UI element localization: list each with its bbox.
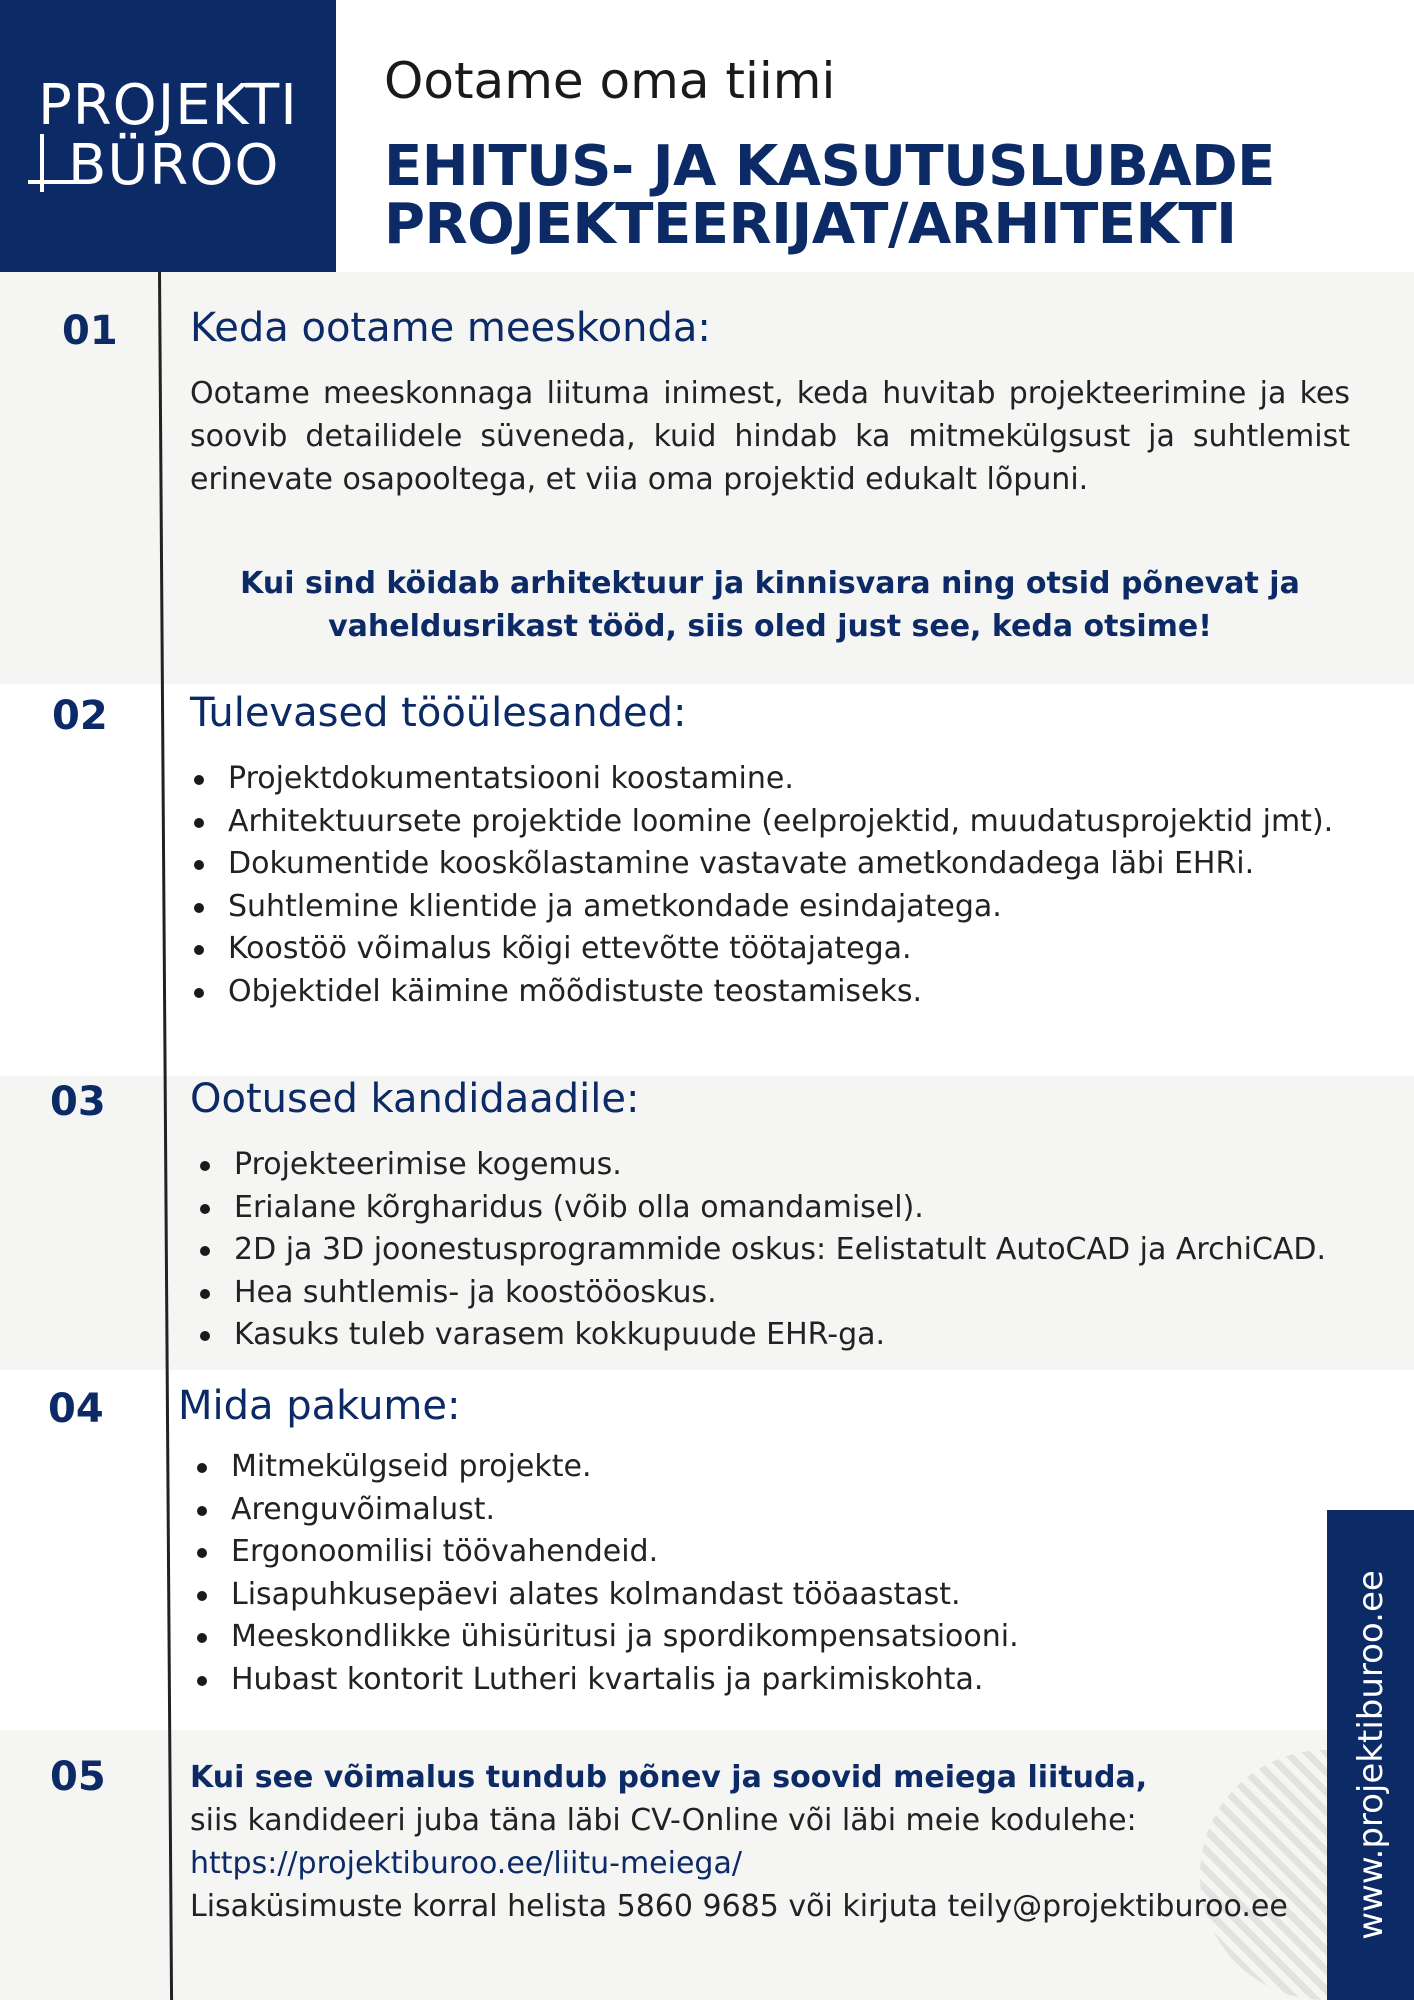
section-number-05: 05 [50,1754,106,1800]
list-item: Meeskondlikke ühisüritusi ja spordikompensatsiooni. [193,1616,1019,1659]
list-item: Koostöö võimalus kõigi ettevõtte töötajatega. [190,928,1333,971]
bullet-icon [197,1633,207,1643]
page-title-line1: EHITUS- JA KASUTUSLUBADE [384,134,1275,199]
list-item: Arhitektuursete projektide loomine (eelprojektid, muudatusprojektid jmt). [190,801,1333,844]
website-url[interactable]: www.projektiburoo.ee [1350,1570,1391,1940]
page-title-line2: PROJEKTEERIJAT/ARHITEKTI [384,192,1237,257]
section-02-list [190,758,1333,1013]
section-number-03: 03 [50,1079,106,1125]
contact-line2: siis kandideeri juba täna läbi CV-Online või läbi meie kodulehe: [190,1803,1137,1838]
list-item: Lisapuhkusepäevi alates kolmandast tööaastast. [193,1574,1019,1617]
section-04-list [193,1446,1019,1701]
list-item: Hubast kontorit Lutheri kvartalis ja parkimiskohta. [193,1659,1019,1702]
website-side-text-wrap [1327,1510,1414,2000]
list-item: Projektdokumentatsiooni koostamine. [190,758,1333,801]
list-item: Mitmekülgseid projekte. [193,1446,1019,1489]
list-item: 2D ja 3D joonestusprogrammide oskus: Eelistatult AutoCAD ja ArchiCAD. [196,1229,1326,1272]
section-number-04: 04 [48,1386,104,1432]
bullet-icon [200,1331,210,1341]
section-title-02: Tulevased tööülesanded: [190,690,687,736]
section-title-04: Mida pakume: [178,1383,461,1429]
bullet-icon [194,903,204,913]
list-item: Erialane kõrgharidus (võib olla omandamisel). [196,1187,1326,1230]
section-01-paragraph: Ootame meeskonnaga liituma inimest, keda huvitab projekteerimine ja kes soovib detailidele süveneda, kuid hindab ka mitmekülgsust ja suhtlemist erinevate osapooltega, et viia oma projektid edukalt lõpuni. [190,376,1350,497]
section-01-callout [190,562,1350,648]
list-item: Objektidel käimine mõõdistuste teostamiseks. [190,971,1333,1014]
page-title [384,134,1384,257]
bullet-icon [197,1591,207,1601]
section-number-02: 02 [52,693,108,739]
list-item: Projekteerimise kogemus. [196,1144,1326,1187]
bullet-icon [200,1289,210,1299]
list-item: Ergonoomilisi töövahendeid. [193,1531,1019,1574]
section-title-03: Ootused kandidaadile: [190,1076,640,1122]
list-item: Kasuks tuleb varasem kokkupuude EHR-ga. [196,1314,1326,1357]
company-logo [0,0,336,272]
list-item: Dokumentide kooskõlastamine vastavate ametkondadega läbi EHRi. [190,843,1333,886]
list-item: Arenguvõimalust. [193,1489,1019,1532]
bullet-icon [194,775,204,785]
bullet-icon [194,945,204,955]
bullet-icon [197,1506,207,1516]
bullet-icon [194,818,204,828]
list-item: Hea suhtlemis- ja koostööoskus. [196,1272,1326,1315]
logo-text-line2: BÜROO [68,133,280,198]
apply-link[interactable]: https://projektiburoo.ee/liitu-meiega/ [190,1846,742,1881]
section-title-01: Keda ootame meeskonda: [190,305,711,351]
list-item: Suhtlemine klientide ja ametkondade esindajatega. [190,886,1333,929]
bullet-icon [200,1161,210,1171]
section-number-01: 01 [62,308,118,354]
callout-line2: vaheldusrikast tööd, siis oled just see, keda otsime! [328,609,1212,644]
bullet-icon [194,860,204,870]
bullet-icon [197,1463,207,1473]
bullet-icon [200,1204,210,1214]
section-03-list [196,1144,1326,1357]
contact-line4: Lisaküsimuste korral helista 5860 9685 või kirjuta teily@projektiburoo.ee [190,1889,1288,1924]
bullet-icon [194,988,204,998]
logo-text-line1: PROJEKTI [38,73,298,138]
bullet-icon [197,1548,207,1558]
page-subtitle: Ootame oma tiimi [384,52,836,110]
contact-lead: Kui see võimalus tundub põnev ja soovid meiega liituda, [190,1760,1148,1795]
callout-line1: Kui sind köidab arhitektuur ja kinnisvara ning otsid põnevat ja [240,566,1300,601]
bullet-icon [200,1246,210,1256]
bullet-icon [197,1676,207,1686]
contact-block [190,1756,1310,1928]
